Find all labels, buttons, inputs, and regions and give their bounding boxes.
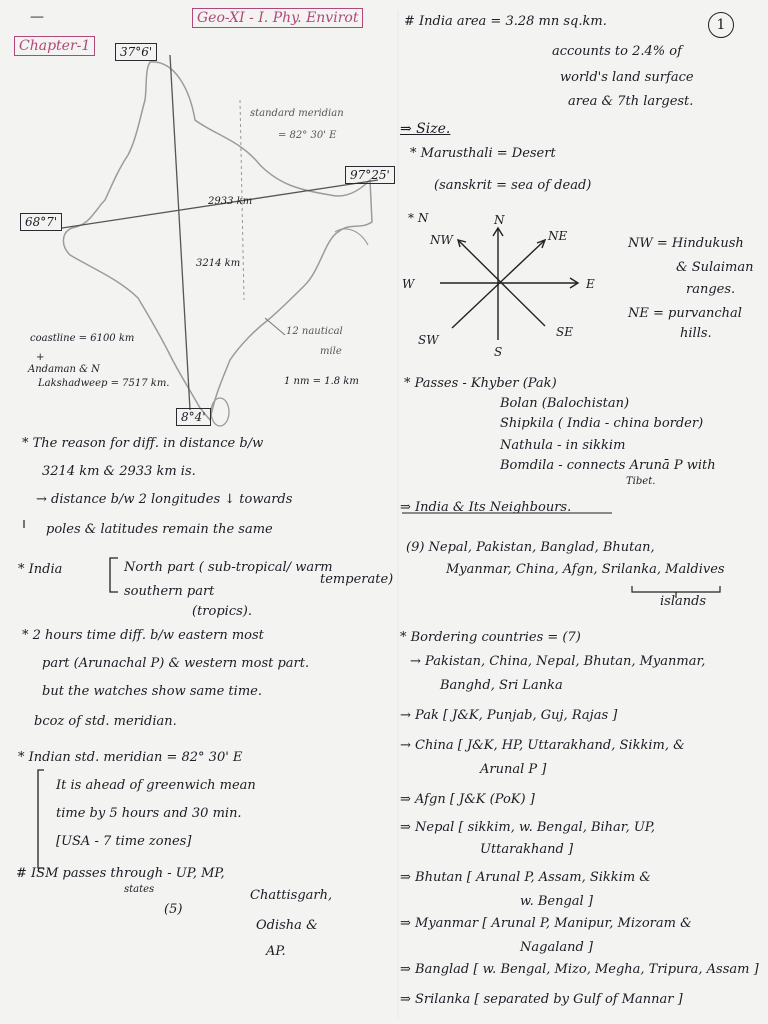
note-area-1: # India area = 3.28 mn sq.km.: [404, 14, 607, 29]
note-bangla: ⇒ Banglad [ w. Bengal, Mizo, Megha, Tripura, Assam ]: [400, 962, 759, 977]
note-marusthali: * Marusthali = Desert: [410, 146, 556, 161]
note-nepal-1: ⇒ Nepal [ sikkim, w. Bengal, Bihar, UP,: [400, 820, 656, 835]
compass-se: SE: [556, 325, 573, 339]
size-heading: ⇒ Size.: [400, 121, 451, 137]
note-myanmar-1: ⇒ Myanmar [ Arunal P, Manipur, Mizoram &: [400, 916, 692, 931]
note-neigh-1: (9) Nepal, Pakistan, Banglad, Bhutan,: [406, 540, 655, 555]
compass-s: S: [494, 345, 503, 359]
note-ism-8: Chattisgarh,: [250, 888, 333, 903]
note-ism-2: It is ahead of greenwich mean: [56, 778, 256, 793]
header-dash: —: [30, 9, 44, 25]
compass-nw: NW: [430, 233, 453, 247]
note-ism-9: Odisha &: [256, 918, 318, 933]
note-india-south-1: southern part: [124, 584, 215, 599]
note-india-north-1: North part ( sub-tropical/ warm: [124, 560, 333, 575]
note-ism-5: # ISM passes through - UP, MP,: [16, 866, 225, 881]
note-ism-3: time by 5 hours and 30 min.: [56, 806, 242, 821]
note-passes-1: * Passes - Khyber (Pak): [404, 376, 557, 391]
note-srilanka: ⇒ Srilanka [ separated by Gulf of Mannar ]: [400, 992, 683, 1007]
page-title: Geo-XI - I. Phy. Envirot: [192, 8, 363, 28]
note-nw-2: & Sulaiman: [676, 260, 754, 275]
note-reason-2: 3214 km & 2933 km is.: [42, 464, 196, 479]
map-nm-conv: 1 nm = 1.8 km: [284, 376, 359, 387]
map-ew-distance: 2933 km: [208, 196, 253, 207]
note-area-2: accounts to 2.4% of: [552, 44, 682, 59]
note-ne-1: NE = purvanchal: [628, 306, 742, 321]
note-neigh-3: islands: [660, 594, 707, 609]
map-meridian-value: = 82° 30' E: [278, 130, 337, 141]
note-reason-4: poles & latitudes remain the same: [46, 522, 273, 537]
note-ism-7: (5): [164, 902, 183, 917]
note-passes-4: Nathula - in sikkim: [500, 438, 626, 453]
map-meridian-label: standard meridian: [250, 108, 344, 119]
neighbours-heading: ⇒ India & Its Neighbours.: [400, 500, 572, 515]
note-china-2: Arunal P ]: [480, 762, 547, 777]
page-number: 1: [708, 12, 734, 38]
map-lat-south: 8°4': [176, 408, 211, 426]
chapter-label: Chapter-1: [14, 36, 95, 56]
note-ism-1: * Indian std. meridian = 82° 30' E: [18, 750, 243, 765]
note-india-north-2: temperate): [320, 572, 394, 587]
note-china-1: → China [ J&K, HP, Uttarakhand, Sikkim, &: [400, 738, 685, 753]
note-area-3: world's land surface: [560, 70, 694, 85]
note-time-1: * 2 hours time diff. b/w eastern most: [22, 628, 264, 643]
note-time-4: bcoz of std. meridian.: [34, 714, 177, 729]
note-nw-1: NW = Hindukush: [628, 236, 744, 251]
note-passes-5: Bomdila - connects Arunā P with: [500, 458, 716, 473]
map-ns-distance: 3214 km: [196, 258, 241, 269]
map-coast-3: Andaman & N: [28, 364, 100, 375]
note-passes-6: Tibet.: [626, 476, 656, 487]
map-lat-top: 37°6': [115, 43, 157, 61]
note-passes-2: Bolan (Balochistan): [500, 396, 630, 411]
note-passes-3: Shipkila ( India - china border): [500, 416, 704, 431]
note-sanskrit: (sanskrit = sea of dead): [434, 178, 592, 193]
note-india-south-2: (tropics).: [192, 604, 252, 619]
map-long-east: 97°25': [345, 166, 395, 184]
note-border-2: → Pakistan, China, Nepal, Bhutan, Myanmar,: [410, 654, 706, 669]
map-nautical-b: mile: [320, 346, 342, 357]
note-ne-2: hills.: [680, 326, 712, 341]
note-pak: → Pak [ J&K, Punjab, Guj, Rajas ]: [400, 708, 618, 723]
note-ism-4: [USA - 7 time zones]: [56, 834, 192, 849]
note-bhutan-2: w. Bengal ]: [520, 894, 593, 909]
note-nepal-2: Uttarakhand ]: [480, 842, 574, 857]
note-nw-3: ranges.: [686, 282, 736, 297]
compass-e: E: [586, 277, 595, 291]
note-ism-6: states: [124, 884, 155, 895]
note-time-2: part (Arunachal P) & western most part.: [42, 656, 310, 671]
map-coast-2: +: [36, 352, 45, 363]
note-border-3: Banghd, Sri Lanka: [440, 678, 563, 693]
map-coast-1: coastline = 6100 km: [30, 333, 135, 344]
note-border-1: * Bordering countries = (7): [400, 630, 581, 645]
map-coast-4: Lakshadweep = 7517 km.: [38, 378, 170, 389]
compass-ne: NE: [548, 229, 568, 243]
note-india-label: * India: [18, 562, 63, 577]
note-reason-1: * The reason for diff. in distance b/w: [22, 436, 264, 451]
note-myanmar-2: Nagaland ]: [520, 940, 594, 955]
note-time-3: but the watches show same time.: [42, 684, 262, 699]
note-ism-10: AP.: [266, 944, 286, 959]
map-long-west: 68°7': [20, 213, 62, 231]
compass-sw: SW: [418, 333, 439, 347]
compass-w: W: [402, 277, 415, 291]
note-area-4: area & 7th largest.: [568, 94, 694, 109]
note-reason-3: → distance b/w 2 longitudes ↓ towards: [36, 492, 293, 507]
note-bhutan-1: ⇒ Bhutan [ Arunal P, Assam, Sikkim &: [400, 870, 651, 885]
compass-star: * N: [408, 211, 429, 225]
map-nautical-a: 12 nautical: [286, 326, 343, 337]
note-neigh-2: Myanmar, China, Afgn, Srilanka, Maldives: [446, 562, 725, 577]
note-afg: ⇒ Afgn [ J&K (PoK) ]: [400, 792, 535, 807]
compass-n: N: [494, 213, 505, 227]
